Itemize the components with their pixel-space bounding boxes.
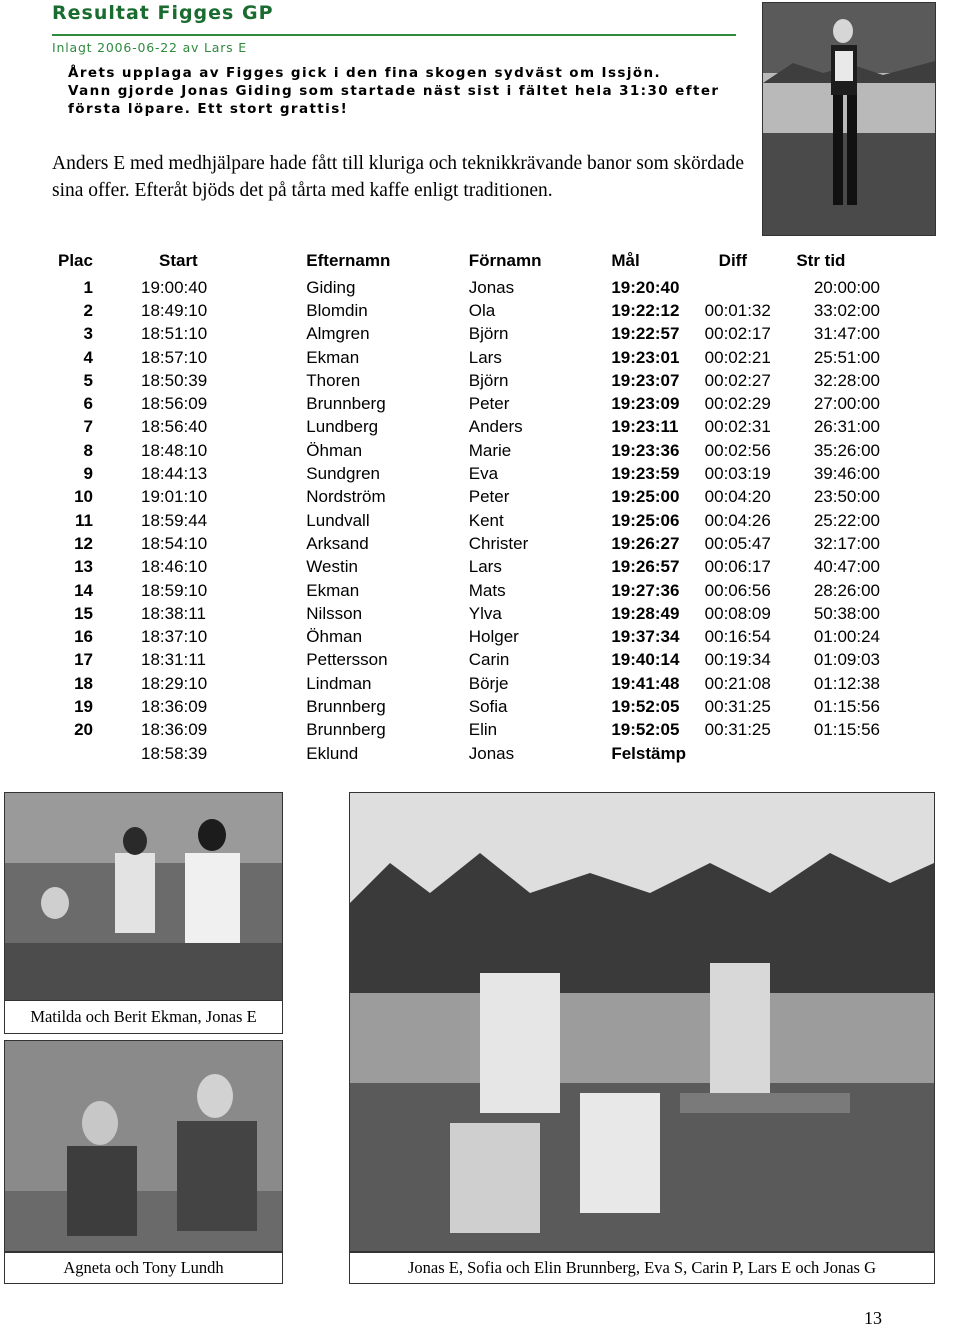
- table-row: [50, 579, 880, 602]
- cell-diff: 00:05:47: [704, 533, 771, 553]
- cell-diff: 00:31:25: [704, 696, 771, 716]
- posted-info: Inlagt 2006-06-22 av Lars E: [52, 40, 247, 55]
- cell-start: 18:44:13: [140, 464, 208, 484]
- col-diff: Diff: [718, 251, 747, 270]
- col-start: Start: [158, 251, 198, 270]
- cell-diff: 00:21:08: [704, 673, 771, 693]
- cell-plac: 10: [74, 487, 93, 507]
- cell-diff: 00:04:20: [704, 487, 771, 507]
- cell-fornamn: Lars: [468, 347, 502, 367]
- cell-start: 18:36:09: [140, 696, 208, 716]
- cell-plac: 16: [74, 627, 93, 647]
- cell-mal: 19:52:05: [611, 696, 680, 716]
- cell-efternamn: Eklund: [306, 743, 359, 763]
- cell-start: 18:31:11: [140, 650, 206, 670]
- cell-diff: 00:02:56: [704, 440, 771, 460]
- cell-str-tid: 01:09:03: [813, 650, 880, 670]
- table-row: [50, 276, 880, 299]
- cell-diff: 00:02:29: [704, 394, 771, 414]
- col-efternamn: Efternamn: [306, 251, 391, 270]
- cell-mal: 19:20:40: [611, 277, 680, 297]
- cell-plac: 11: [75, 510, 93, 530]
- cell-efternamn: Nilsson: [306, 603, 363, 623]
- cell-plac: 14: [74, 580, 93, 600]
- caption-photo-3: Jonas E, Sofia och Elin Brunnberg, Eva S, Carin P, Lars E och Jonas G: [349, 1252, 935, 1284]
- cell-efternamn: Lundvall: [306, 510, 370, 530]
- photo-picnic-group: [4, 792, 283, 1002]
- cell-plac: 18: [74, 673, 93, 693]
- table-row: [50, 742, 880, 765]
- table-row: [50, 719, 880, 742]
- cell-diff: 00:06:17: [704, 557, 771, 577]
- cell-mal: 19:37:34: [611, 627, 680, 647]
- cell-efternamn: Thoren: [306, 370, 361, 390]
- cell-diff: 00:01:32: [704, 300, 771, 320]
- results-body: [50, 276, 880, 765]
- cell-str-tid: 35:26:00: [813, 440, 880, 460]
- article-title: Resultat Figges GP: [52, 2, 274, 24]
- cell-diff: 00:31:25: [704, 720, 771, 740]
- cell-efternamn: Giding: [306, 277, 356, 297]
- table-row: [50, 323, 880, 346]
- cell-plac: 19: [74, 696, 93, 716]
- cell-mal: 19:23:09: [611, 394, 680, 414]
- cell-str-tid: 23:50:00: [813, 487, 880, 507]
- photo-agneta-tony: [4, 1040, 283, 1252]
- table-row: [50, 462, 880, 485]
- cell-str-tid: 27:00:00: [813, 394, 880, 414]
- table-row: [50, 509, 880, 532]
- cell-start: 18:49:10: [140, 300, 208, 320]
- cell-plac: 5: [83, 370, 93, 390]
- cell-mal: 19:23:01: [611, 347, 680, 367]
- cell-plac: 15: [74, 603, 93, 623]
- table-row: [50, 486, 880, 509]
- cell-str-tid: 32:17:00: [813, 533, 880, 553]
- cell-efternamn: Sundgren: [306, 464, 381, 484]
- cell-fornamn: Carin: [468, 650, 510, 670]
- cell-mal: 19:41:48: [611, 673, 680, 693]
- lead-line-3: första löpare. Ett stort grattis!: [68, 101, 349, 117]
- cell-plac: 2: [83, 300, 93, 320]
- cell-start: 18:59:44: [140, 510, 208, 530]
- cell-fornamn: Björn: [468, 370, 509, 390]
- cell-mal: 19:28:49: [611, 603, 680, 623]
- cell-start: 18:48:10: [140, 440, 208, 460]
- table-row: [50, 416, 880, 439]
- cell-diff: 00:04:26: [704, 510, 771, 530]
- cell-diff: 00:02:31: [704, 417, 771, 437]
- cell-efternamn: Ekman: [306, 347, 360, 367]
- cell-start: 18:58:39: [140, 743, 208, 763]
- table-row: [50, 369, 880, 392]
- cell-efternamn: Ekman: [306, 580, 360, 600]
- cell-fornamn: Lars: [468, 557, 502, 577]
- page-number: 13: [864, 1308, 882, 1328]
- cell-fornamn: Mats: [468, 580, 506, 600]
- article-body: Anders E med medhjälpare hade fått till kluriga och teknikkrävande banor som skördade sina offer. Efteråt bjöds det på tårta med kaffe enligt traditionen.: [52, 153, 745, 201]
- cell-fornamn: Eva: [468, 464, 499, 484]
- cell-mal: 19:23:11: [611, 417, 679, 437]
- cell-plac: 7: [83, 417, 93, 437]
- cell-plac: 20: [74, 720, 93, 740]
- cell-fornamn: Sofia: [468, 696, 508, 716]
- cell-start: 18:36:09: [140, 720, 208, 740]
- cell-plac: 12: [74, 533, 93, 553]
- cell-str-tid: 25:22:00: [813, 510, 880, 530]
- col-plac: Plac: [58, 251, 93, 270]
- results-header-row: [50, 250, 880, 276]
- cell-str-tid: 20:00:00: [813, 277, 880, 297]
- cell-fornamn: Peter: [468, 487, 510, 507]
- cell-start: 19:01:10: [140, 487, 208, 507]
- cell-efternamn: Pettersson: [306, 650, 388, 670]
- cell-mal: Felstämp: [611, 743, 686, 763]
- table-row: [50, 672, 880, 695]
- cell-efternamn: Blomdin: [306, 300, 368, 320]
- cell-efternamn: Arksand: [306, 533, 369, 553]
- cell-str-tid: 01:12:38: [813, 673, 880, 693]
- table-row: [50, 299, 880, 322]
- cell-str-tid: 39:46:00: [813, 464, 880, 484]
- table-row: [50, 695, 880, 718]
- cell-mal: 19:25:00: [611, 487, 680, 507]
- photo-lake-picnic: [349, 792, 935, 1252]
- cell-fornamn: Björn: [468, 324, 509, 344]
- lead-line-1: Årets upplaga av Figges gick i den fina skogen sydväst om Issjön.: [68, 65, 662, 81]
- cell-str-tid: 01:15:56: [813, 720, 880, 740]
- cell-start: 18:50:39: [140, 370, 208, 390]
- cell-fornamn: Anders: [468, 417, 523, 437]
- lead-line-2: Vann gjorde Jonas Giding som startade näst sist i fältet hela 31:30 efter: [68, 83, 720, 99]
- cell-start: 18:46:10: [140, 557, 208, 577]
- cell-fornamn: Jonas: [468, 743, 515, 763]
- cell-str-tid: [796, 742, 880, 765]
- cell-start: 18:54:10: [140, 533, 208, 553]
- cell-mal: 19:22:57: [611, 324, 680, 344]
- cell-efternamn: Brunnberg: [306, 394, 386, 414]
- cell-diff: 00:16:54: [704, 627, 771, 647]
- table-row: [50, 602, 880, 625]
- cell-efternamn: Öhman: [306, 440, 363, 460]
- cell-mal: 19:25:06: [611, 510, 680, 530]
- table-row: [50, 649, 880, 672]
- cell-fornamn: Holger: [468, 627, 519, 647]
- cell-diff: 00:02:21: [704, 347, 771, 367]
- cell-start: 18:37:10: [140, 627, 208, 647]
- cell-mal: 19:27:36: [611, 580, 680, 600]
- cell-str-tid: 31:47:00: [813, 324, 880, 344]
- cell-plac: 3: [83, 324, 93, 344]
- cell-str-tid: 28:26:00: [813, 580, 880, 600]
- cell-start: 18:29:10: [140, 673, 208, 693]
- cell-str-tid: 40:47:00: [813, 557, 880, 577]
- cell-diff: 00:03:19: [704, 464, 771, 484]
- table-row: [50, 392, 880, 415]
- cell-mal: 19:26:27: [611, 533, 680, 553]
- cell-fornamn: Kent: [468, 510, 504, 530]
- cell-diff: 00:02:27: [704, 370, 771, 390]
- cell-fornamn: Börje: [468, 673, 509, 693]
- cell-str-tid: 26:31:00: [813, 417, 880, 437]
- cell-efternamn: Westin: [306, 557, 358, 577]
- caption-photo-2: Agneta och Tony Lundh: [4, 1252, 283, 1284]
- cell-efternamn: Nordström: [306, 487, 386, 507]
- cell-plac: 8: [83, 440, 93, 460]
- cell-str-tid: 25:51:00: [813, 347, 880, 367]
- cell-start: 18:56:40: [140, 417, 208, 437]
- cell-str-tid: 01:15:56: [813, 696, 880, 716]
- cell-plac: 13: [74, 557, 93, 577]
- cell-plac: 6: [83, 394, 93, 414]
- table-row: [50, 532, 880, 555]
- cell-mal: 19:40:14: [611, 650, 680, 670]
- cell-efternamn: Lundberg: [306, 417, 379, 437]
- cell-mal: 19:23:36: [611, 440, 680, 460]
- table-row: [50, 625, 880, 648]
- cell-plac: 4: [83, 347, 93, 367]
- cell-mal: 19:52:05: [611, 720, 680, 740]
- cell-start: 18:56:09: [140, 394, 208, 414]
- cell-start: 18:59:10: [140, 580, 208, 600]
- col-str-tid: Str tid: [796, 251, 846, 270]
- cell-str-tid: 32:28:00: [813, 370, 880, 390]
- cell-diff: 00:08:09: [704, 603, 771, 623]
- cell-efternamn: Öhman: [306, 627, 363, 647]
- cell-plac: 9: [83, 464, 93, 484]
- cell-diff: [705, 742, 797, 765]
- cell-efternamn: Brunnberg: [306, 696, 386, 716]
- table-row: [50, 556, 880, 579]
- cell-start: 18:57:10: [140, 347, 208, 367]
- cell-fornamn: Christer: [468, 533, 529, 553]
- cell-fornamn: Ylva: [468, 603, 502, 623]
- cell-mal: 19:22:12: [611, 300, 680, 320]
- table-row: [50, 346, 880, 369]
- cell-diff: 00:19:34: [704, 650, 771, 670]
- col-mal: Mål: [611, 251, 640, 270]
- article-lead: [68, 64, 738, 118]
- cell-str-tid: 01:00:24: [813, 627, 880, 647]
- cell-plac: [50, 742, 93, 765]
- cell-fornamn: Ola: [468, 300, 496, 320]
- cell-str-tid: 50:38:00: [813, 603, 880, 623]
- cell-mal: 19:26:57: [611, 557, 680, 577]
- cell-start: 19:00:40: [140, 277, 208, 297]
- cell-start: 18:38:11: [140, 603, 206, 623]
- cell-diff: [705, 276, 797, 299]
- cell-efternamn: Almgren: [306, 324, 370, 344]
- cell-fornamn: Jonas: [468, 277, 515, 297]
- cell-efternamn: Brunnberg: [306, 720, 386, 740]
- title-divider: [52, 34, 736, 36]
- cell-plac: 1: [83, 277, 93, 297]
- cell-start: 18:51:10: [140, 324, 208, 344]
- cell-diff: 00:02:17: [704, 324, 771, 344]
- table-row: [50, 439, 880, 462]
- cell-diff: 00:06:56: [704, 580, 771, 600]
- cell-fornamn: Elin: [468, 720, 498, 740]
- cell-mal: 19:23:59: [611, 464, 680, 484]
- cell-fornamn: Peter: [468, 394, 510, 414]
- cell-fornamn: Marie: [468, 440, 512, 460]
- cell-plac: 17: [74, 650, 93, 670]
- photo-runner-by-lake: [762, 2, 936, 236]
- results-table: [50, 250, 880, 765]
- cell-str-tid: 33:02:00: [813, 300, 880, 320]
- col-fornamn: Förnamn: [468, 251, 542, 270]
- cell-mal: 19:23:07: [611, 370, 680, 390]
- cell-efternamn: Lindman: [306, 673, 372, 693]
- caption-photo-1: Matilda och Berit Ekman, Jonas E: [4, 1000, 283, 1034]
